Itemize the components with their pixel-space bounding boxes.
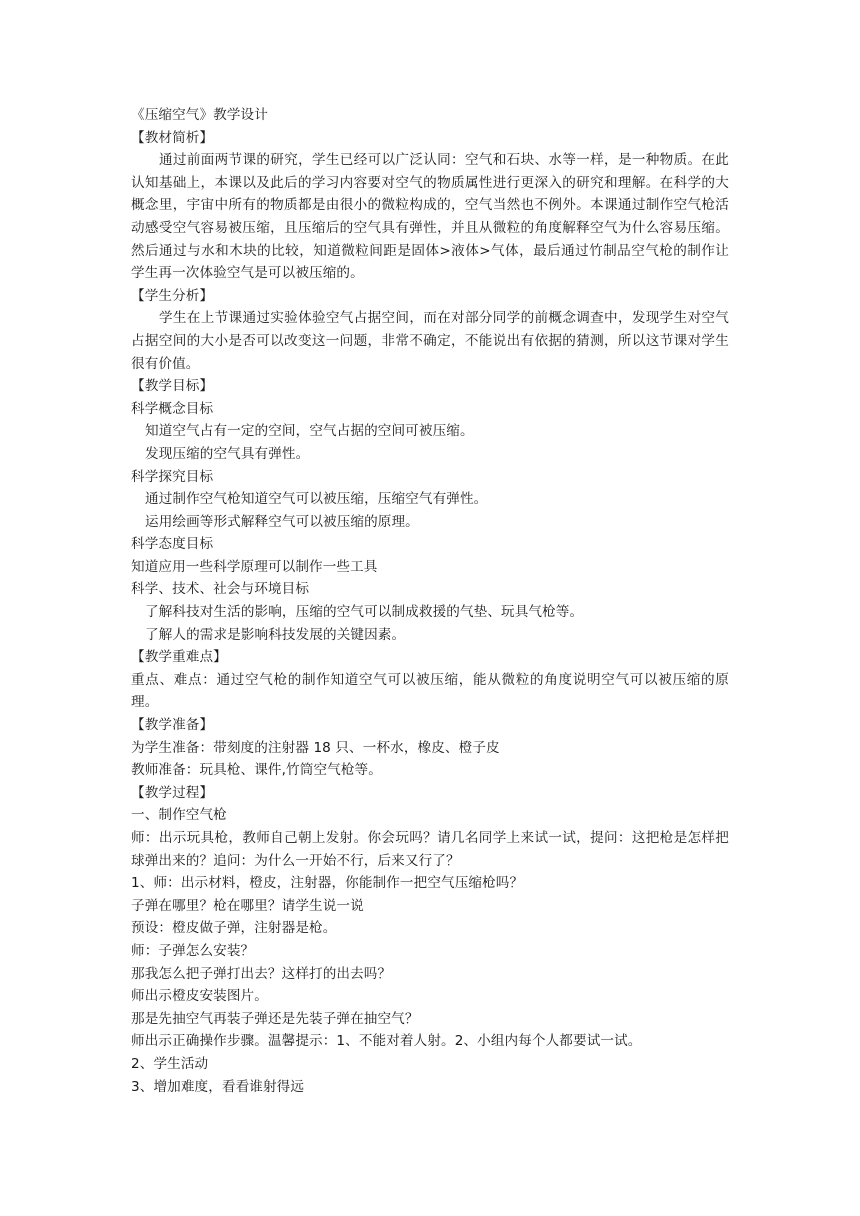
process-line: 师出示正确操作步骤。温馨提示：1、不能对着人射。2、小组内每个人都要试一试。: [131, 1033, 642, 1050]
process-line: 2、学生活动: [131, 1055, 209, 1072]
process-line: 预设：橙皮做子弹，注射器是枪。: [131, 920, 337, 937]
paragraph-jiaocai: 通过前面两节课的研究，学生已经可以广泛认同：空气和石块、水等一样，是一种物质。在此认知基础上，本课以及此后的学习内容要对空气的物质属性进行更深入的研究和理解。在科学的大概念里，宇宙中所有的物质都是由很小的微粒构成的，空气当然也不例外。本课通过制作空气枪活动感受空气容易被压缩，且压缩后的空气具有弹性，并且从微粒的角度解释空气为什么容易压缩。然后通过与水和木块的比较，知道微粒间距是固体>液体>气体，最后通过竹制品空气枪的制作让学生再一次体验空气是可以被压缩的。: [131, 152, 729, 282]
list-item: 了解科技对生活的影响，压缩的空气可以制成救援的气垫、玩具气枪等。: [145, 604, 584, 621]
list-item: 通过制作空气枪知道空气可以被压缩，压缩空气有弹性。: [145, 491, 488, 508]
process-part-title: 一、制作空气枪: [131, 807, 227, 824]
paragraph-zhongnan: 重点、难点：通过空气枪的制作知道空气可以被压缩，能从微粒的角度说明空气可以被压缩的原理。: [131, 671, 729, 711]
process-line: 师出示橙皮安装图片。: [131, 988, 268, 1005]
list-item: 运用绘画等形式解释空气可以被压缩的原理。: [145, 513, 419, 530]
subheading-attitude-goals: 科学态度目标: [131, 536, 214, 553]
paragraph-xuesheng: 学生在上节课通过实验体验空气占据空间，而在对部分同学的前概念调查中，发现学生对空气占据空间的大小是否可以改变这一问题，非常不确定，不能说出有依据的猜测，所以这节课对学生很有价值。: [131, 310, 729, 372]
process-line: 那是先抽空气再装子弹还是先装子弹在抽空气？: [131, 1010, 419, 1027]
process-line: 1、师：出示材料，橙皮，注射器，你能制作一把空气压缩枪吗？: [131, 875, 524, 892]
student-materials-line: 为学生准备：带刻度的注射器 18 只、一杯水，橡皮、橙子皮: [131, 739, 500, 756]
process-line: 那我怎么把子弹打出去？这样打的出去吗？: [131, 965, 392, 982]
list-item: 发现压缩的空气具有弹性。: [145, 445, 310, 462]
section-heading-zhongnan: 【教学重难点】: [131, 649, 227, 666]
section-heading-jiaocai: 【教材简析】: [131, 129, 214, 146]
subheading-concept-goals: 科学概念目标: [131, 400, 214, 417]
process-line: 子弹在哪里？枪在哪里？请学生说一说: [131, 897, 364, 914]
process-line: 3、增加难度，看看谁射得远: [131, 1078, 305, 1095]
document-title: 《压缩空气》教学设计: [131, 107, 268, 123]
section-heading-zhunbei: 【教学准备】: [131, 717, 214, 734]
section-heading-mubiao: 【教学目标】: [131, 378, 214, 395]
section-heading-guocheng: 【教学过程】: [131, 784, 214, 801]
list-item: 了解人的需求是影响科技发展的关键因素。: [145, 626, 406, 643]
subheading-stse-goals: 科学、技术、社会与环境目标: [131, 581, 310, 598]
teacher-materials-line: 教师准备：玩具枪、课件,竹筒空气枪等。: [131, 762, 382, 779]
document-body: [131, 104, 729, 1098]
process-line: 师：子弹怎么安装？: [131, 942, 255, 959]
section-heading-xuesheng: 【学生分析】: [131, 287, 214, 304]
process-paragraph: 师：出示玩具枪，教师自己朝上发射。你会玩吗？请几名同学上来试一试，提问：这把枪是怎样把球弹出来的？追问：为什么一开始不行，后来又行了？: [131, 830, 729, 869]
list-item: 知道应用一些科学原理可以制作一些工具: [131, 558, 378, 575]
list-item: 知道空气占有一定的空间，空气占据的空间可被压缩。: [145, 423, 474, 440]
subheading-inquiry-goals: 科学探究目标: [131, 468, 214, 485]
